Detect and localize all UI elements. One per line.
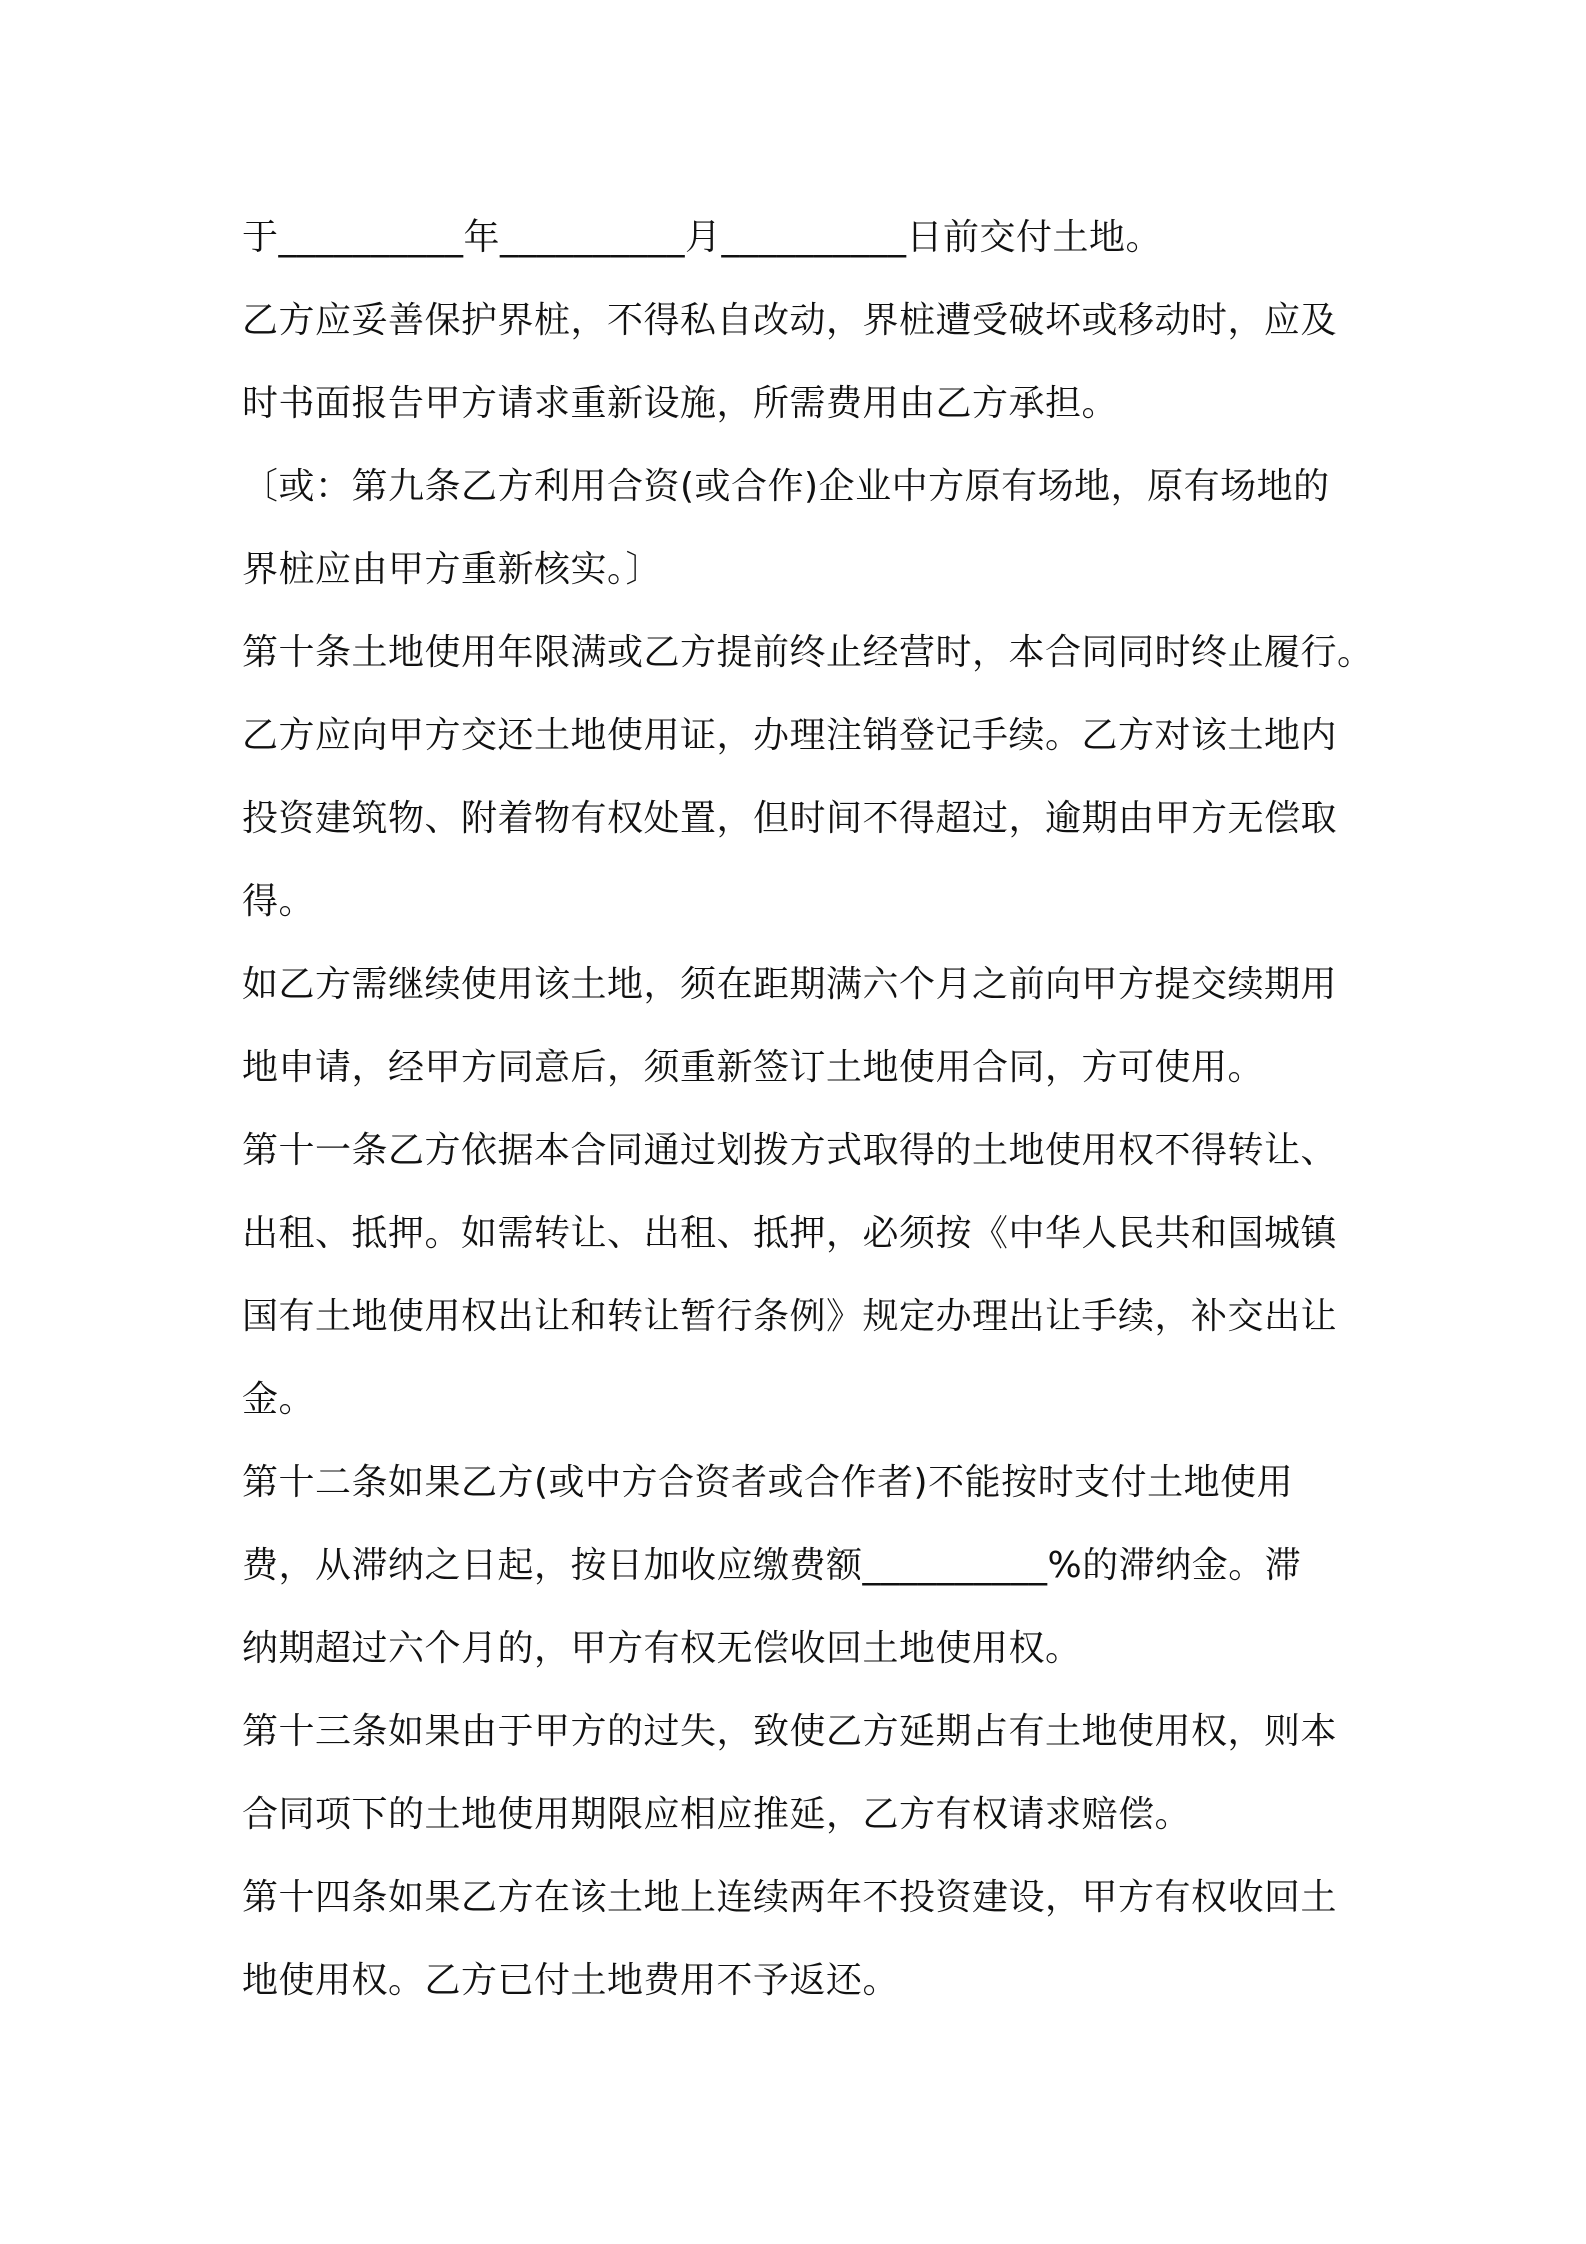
text-line: 得。	[242, 881, 316, 922]
text-line: 出租、抵押。如需转让、出租、抵押，必须按《中华人民共和国城镇	[242, 1213, 1338, 1254]
text-line: 投资建筑物、附着物有权处置，但时间不得超过，逾期由甲方无偿取	[242, 798, 1338, 839]
text-line: 地使用权。乙方已付土地费用不予返还。	[242, 1960, 900, 2001]
text-line: 纳期超过六个月的，甲方有权无偿收回土地使用权。	[242, 1628, 1082, 1669]
text-line: 费，从滞纳之日起，按日加收应缴费额__________%的滞纳金。滞	[242, 1545, 1302, 1586]
text-line: 合同项下的土地使用期限应相应推延，乙方有权请求赔偿。	[242, 1794, 1192, 1835]
text-line: 第十条土地使用年限满或乙方提前终止经营时，本合同同时终止履行。	[242, 632, 1374, 673]
text-line: 第十一条乙方依据本合同通过划拨方式取得的土地使用权不得转让、	[242, 1130, 1338, 1171]
text-line: 国有土地使用权出让和转让暂行条例》规定办理出让手续，补交出让	[242, 1296, 1338, 1337]
text-line: 乙方应向甲方交还土地使用证，办理注销登记手续。乙方对该土地内	[242, 715, 1338, 756]
text-line: 金。	[242, 1379, 316, 1420]
text-line: 于__________年__________月__________日前交付土地。	[242, 217, 1163, 258]
document-body	[242, 196, 1392, 2022]
text-line: 第十三条如果由于甲方的过失，致使乙方延期占有土地使用权，则本	[242, 1711, 1338, 1752]
text-line: 第十二条如果乙方(或中方合资者或合作者)不能按时支付土地使用	[242, 1462, 1294, 1503]
text-line: 地申请，经甲方同意后，须重新签订土地使用合同，方可使用。	[242, 1047, 1265, 1088]
text-line: 时书面报告甲方请求重新设施，所需费用由乙方承担。	[242, 383, 1119, 424]
text-line: 如乙方需继续使用该土地，须在距期满六个月之前向甲方提交续期用	[242, 964, 1338, 1005]
text-line: 〔或：第九条乙方利用合资(或合作)企业中方原有场地，原有场地的	[242, 466, 1330, 507]
text-line: 乙方应妥善保护界桩，不得私自改动，界桩遭受破坏或移动时，应及	[242, 300, 1338, 341]
text-line: 界桩应由甲方重新核实。〕	[242, 549, 663, 590]
text-line: 第十四条如果乙方在该土地上连续两年不投资建设，甲方有权收回土	[242, 1877, 1338, 1918]
